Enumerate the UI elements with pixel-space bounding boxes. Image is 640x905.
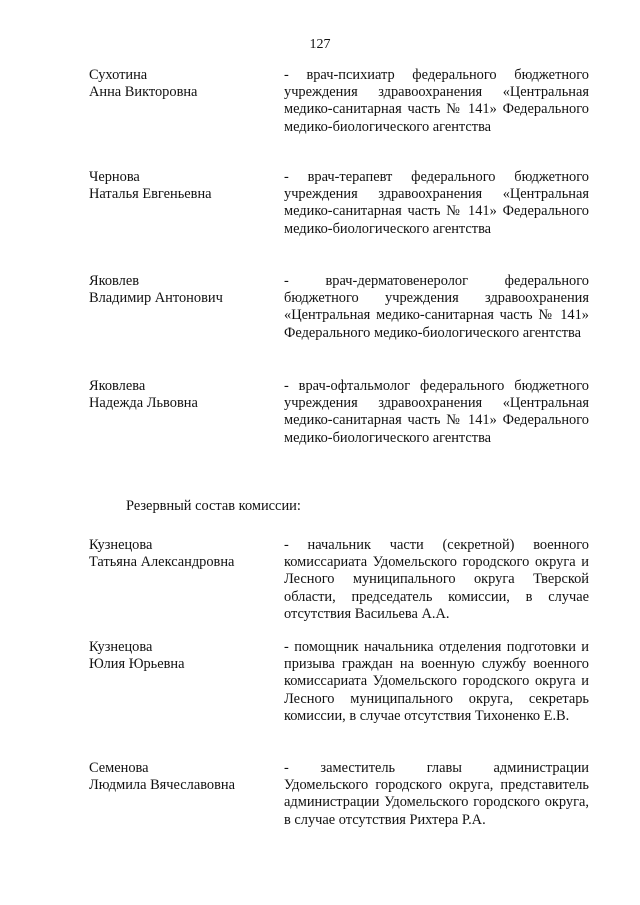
member-name [89,67,274,101]
member-role: - начальник части (секретной) военного комиссариата Удомельского городского округа и Лесного муниципального округа Тверской области, председатель комиссии, в случае отсутствия Васильева А.А. [284,537,589,622]
member-role: - заместитель главы администрации Удомельского городского округа, представитель администрации Удомельского городского округа, в случае отсутствия Рихтера Р.А. [284,760,589,828]
member-surname: Кузнецова [89,639,153,655]
member-surname: Кузнецова [89,537,153,553]
page-number: 127 [309,37,331,52]
reserve-section-title: Резервный состав комиссии: [126,498,301,514]
member-surname: Яковлева [89,378,146,394]
member-role: - врач-психиатр федерального бюджетного учреждения здравоохранения «Центральная медико-санитарная часть № 141» Федерального медико-биологического агентства [284,67,589,135]
member-surname: Яковлев [89,273,140,289]
member-given-names: Владимир Антонович [89,290,223,307]
member-name [89,537,274,571]
member-name [89,273,274,307]
member-surname: Семенова [89,760,149,776]
member-given-names: Людмила Вячеславовна [89,777,236,794]
member-role: - врач-терапевт федерального бюджетного учреждения здравоохранения «Центральная медико-санитарная часть № 141» Федерального медико-биологического агентства [284,169,589,237]
member-name [89,169,274,203]
member-role: - врач-дерматовенеролог федерального бюджетного учреждения здравоохранения «Центральная медико-санитарная часть № 141» Федерального медико-биологического агентства [284,273,589,341]
member-given-names: Надежда Львовна [89,395,198,412]
member-surname: Сухотина [89,67,148,83]
member-given-names: Татьяна Александровна [89,554,235,571]
member-role: - врач-офтальмолог федерального бюджетного учреждения здравоохранения «Центральная медико-санитарная часть № 141» Федерального медико-биологического агентства [284,378,589,446]
member-given-names: Юлия Юрьевна [89,656,185,673]
member-given-names: Наталья Евгеньевна [89,186,212,203]
member-name [89,378,274,412]
member-name [89,639,274,673]
member-name [89,760,274,794]
member-surname: Чернова [89,169,140,185]
member-given-names: Анна Викторовна [89,84,198,101]
member-role: - помощник начальника отделения подготовки и призыва граждан на военную службу военного комиссариата Удомельского городского округа и Лесного муниципального округа, секретарь комиссии, в случае отсутствия Тихоненко Е.В. [284,639,589,724]
